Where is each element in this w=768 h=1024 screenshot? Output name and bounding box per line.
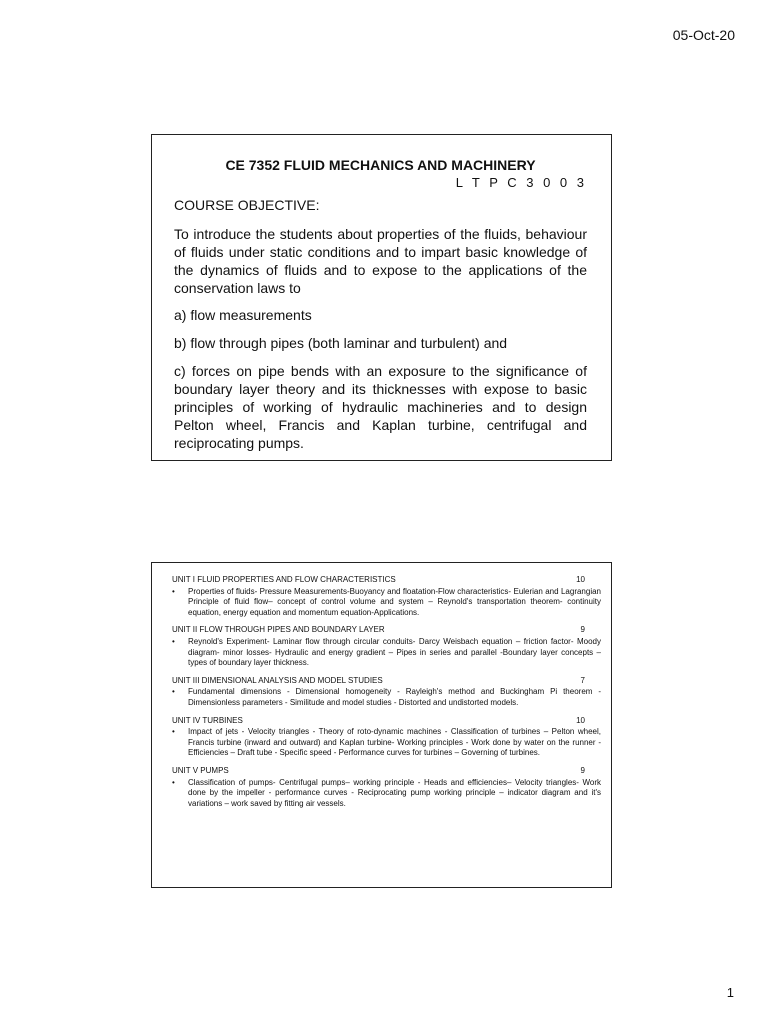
objective-item-a: a) flow measurements [174,307,312,323]
unit-hours: 10 [576,575,585,584]
unit-content [172,778,601,810]
bullet-icon: • [172,636,175,646]
slide-syllabus-units [151,562,612,888]
unit-text: Impact of jets - Velocity triangles - Theory of roto-dynamic machines - Classification of turbines – Pelton wheel, Francis turbine (inward and outward) and Kaplan turbine- Working principles - Work done by water on the runner - Efficiencies – Draft tube - Specific speed - Performance curves for turbines – Governing of turbines. [188,727,601,758]
unit-hours: 10 [576,715,585,725]
unit-block [172,716,601,759]
unit-content [172,687,601,708]
page-number: 1 [726,985,734,1000]
objective-item-b: b) flow through pipes (both laminar and turbulent) and [174,335,508,351]
bullet-icon: • [172,727,175,737]
unit-text: Classification of pumps- Centrifugal pumps– working principle - Heads and efficiencies– Velocity triangles- Work done by the impeller - performance curves - Reciprocating pump working principle – indicator diagram and it's variations – work saved by fitting air vessels. [188,777,601,808]
unit-heading [172,766,601,777]
unit-hours: 7 [580,675,585,685]
unit-heading [172,575,601,586]
bullet-icon: • [172,687,175,697]
unit-content [172,637,601,669]
unit-title: UNIT IV TURBINES [172,715,243,725]
objective-intro: To introduce the students about properties of the fluids, behaviour of fluids under static conditions and to impart basic knowledge of the dynamics of fluids and to expose to the applications of the conservation laws to [174,226,587,296]
unit-block [172,766,601,809]
unit-title: UNIT I FLUID PROPERTIES AND FLOW CHARACTERISTICS [172,575,396,584]
course-title: CE 7352 FLUID MECHANICS AND MACHINERY [225,157,536,173]
unit-block [172,575,601,618]
unit-text: Properties of fluids- Pressure Measurements-Buoyancy and floatation-Flow characteristics- Eulerian and Lagrangian Principle of fluid flow– concept of control volume and system – Reynold's transportation theorem- continuity equation, energy equation and momentum equation-Applications. [188,586,601,617]
objective-heading: COURSE OBJECTIVE: [174,197,320,213]
unit-heading [172,716,601,727]
unit-heading [172,625,601,636]
print-date: 05-Oct-20 [672,27,735,43]
slide-course-objective [151,134,612,461]
unit-hours: 9 [580,625,585,635]
unit-hours: 9 [580,765,585,775]
unit-title: UNIT III DIMENSIONAL ANALYSIS AND MODEL STUDIES [172,675,383,685]
unit-block [172,676,601,709]
bullet-icon: • [172,586,175,596]
unit-content [172,727,601,759]
unit-heading [172,676,601,687]
unit-block [172,625,601,668]
unit-text: Fundamental dimensions - Dimensional homogeneity - Rayleigh's method and Buckingham Pi theorem - Dimensionless parameters - Similitude and model studies - Distorted and undistorted models. [188,687,601,707]
objective-item-c: c) forces on pipe bends with an exposure to the significance of boundary layer theory and its thicknesses with expose to basic principles of working of hydraulic machineries and to design Pelton wheel, Francis and Kaplan turbine, centrifugal and reciprocating pumps. [174,363,587,451]
bullet-icon: • [172,777,175,787]
unit-title: UNIT V PUMPS [172,765,229,775]
unit-content [172,587,601,619]
ltpc-credits: L T P C 3 0 0 3 [455,175,587,190]
unit-title: UNIT II FLOW THROUGH PIPES AND BOUNDARY LAYER [172,625,385,635]
unit-text: Reynold's Experiment- Laminar flow through circular conduits- Darcy Weisbach equation – friction factor- Moody diagram- minor losses- Hydraulic and energy gradient – Pipes in series and parallel -Boundary layer concepts – types of boundary layer thickness. [188,636,601,668]
